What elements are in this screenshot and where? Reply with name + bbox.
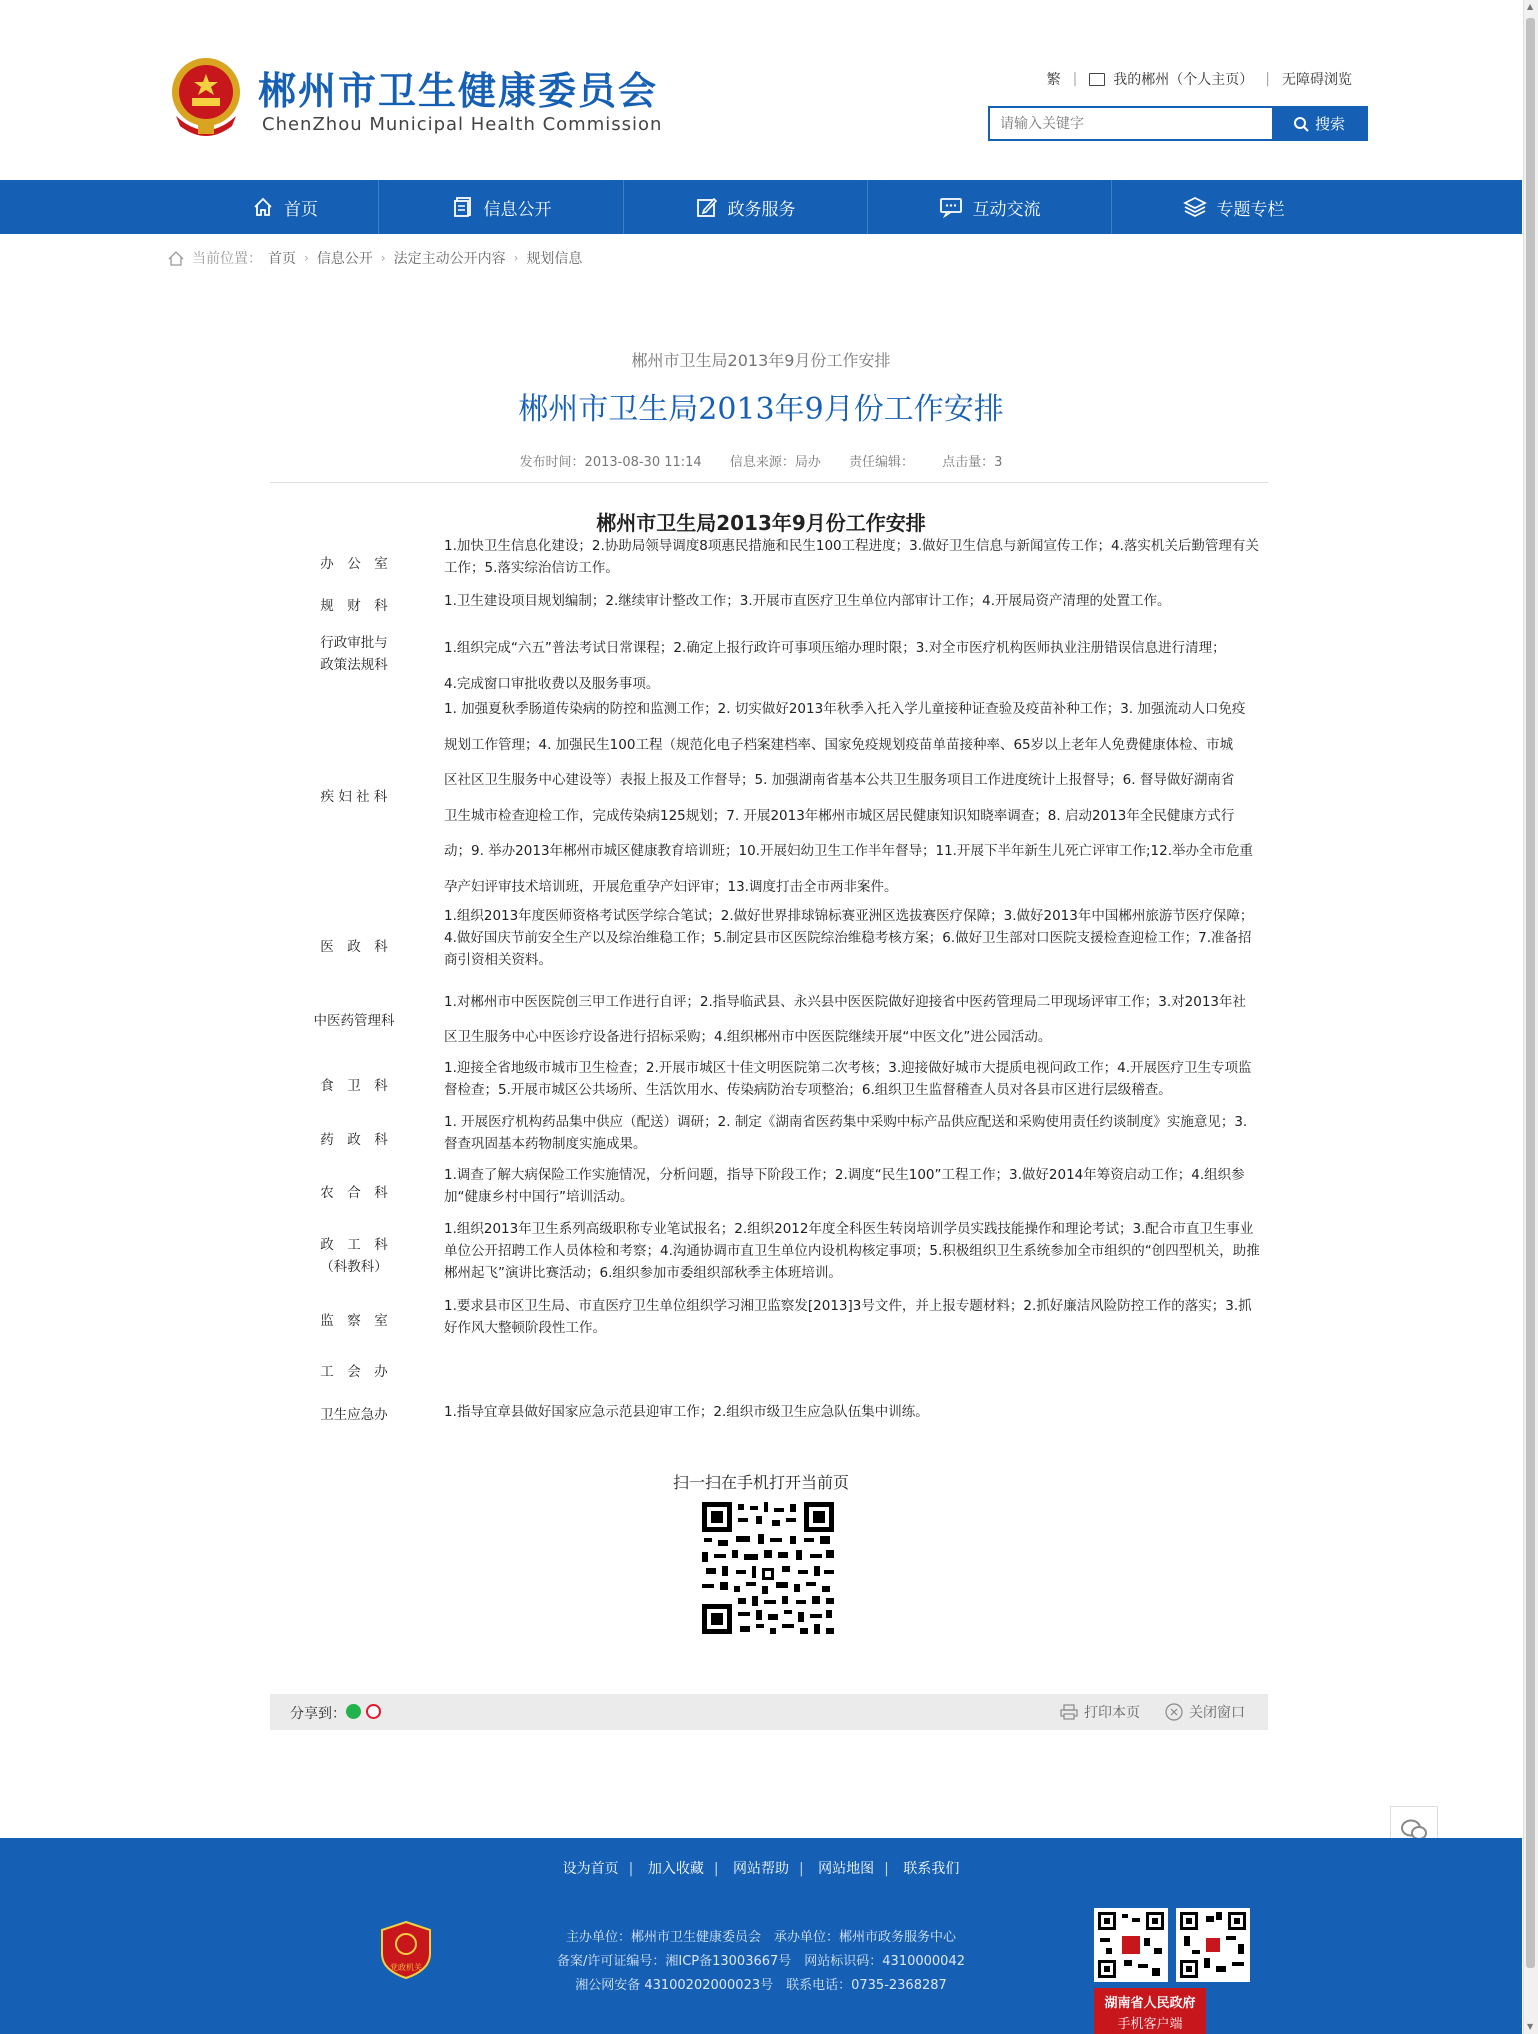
dept-name: 卫生应急办 (320, 1407, 388, 1423)
footer-police[interactable]: 湘公网安备 43100202000023号 联系电话：0735-2368287 (575, 1978, 947, 1993)
breadcrumb-planning-info[interactable]: 规划信息 (526, 251, 583, 267)
search-icon (1293, 116, 1309, 132)
nav-label-gov-services: 政务服务 (727, 199, 796, 220)
dept-tasks: 1.卫生建设项目规划编制；2.继续审计整改工作；3.开展市直医疗卫生单位内部审计工作；4.开展局资产清理的处置工作。 (444, 593, 1171, 609)
dept-name: 办 公 室 (320, 556, 388, 572)
dept-tasks-line2: 区卫生服务中心中医诊疗设备进行招标采购；4.组织郴州市中医医院继续开展“中医文化”进公园活动。 (444, 1029, 1052, 1045)
print-button[interactable] (1060, 1702, 1140, 1722)
breadcrumb: 当前位置： 首页 › 信息公开 › 法定主动公开内容 › 规划信息 (168, 248, 582, 268)
search-box (988, 106, 1368, 141)
site-footer (0, 1838, 1522, 2034)
dept-tasks-line1: 1.组织完成“六五”普法考试日常课程；2.确定上报行政许可事项压缩办理时限；3.对全市医疗机构医师执业注册错误信息进行清理； (444, 640, 1226, 656)
article-subtitle: 郴州市卫生局2013年9月份工作安排 (631, 351, 891, 370)
dept-tasks (444, 985, 1264, 1055)
nav-label-home: 首页 (284, 199, 318, 220)
dept-tasks-line: 区社区卫生服务中心建设等）表报上报及工作督导；5. 加强湖南省基本公共卫生服务项目工作进度统计上报督导；6. 督导做好湖南省 (444, 772, 1235, 788)
dept-name-line1: 政 工 科 (320, 1237, 388, 1253)
wechat-share-icon[interactable] (346, 1704, 361, 1719)
share-bar (270, 1694, 1268, 1730)
dept-tasks: 1.指导宜章县做好国家应急示范县迎审工作；2.组织市级卫生应急队伍集中训练。 (444, 1404, 929, 1420)
accessibility-link[interactable]: 无障碍浏览 (1282, 72, 1352, 88)
traditional-chinese-link[interactable]: 繁 (1046, 72, 1061, 88)
print-icon (1060, 1704, 1078, 1720)
nav-item-interaction[interactable] (868, 180, 1111, 234)
dept-tasks: 1.调查了解大病保险工作实施情况，分析问题，指导下阶段工作；2.调度“民生100”工程工作；3.做好2014年筹资启动工作；4.组织参加“健康乡村中国行”培训活动。 (444, 1167, 1245, 1205)
dept-tasks-line: 规划工作管理；4. 加强民生100工程（规范化电子档案建档率、国家免疫规划疫苗单苗接种率、65岁以上老年人免费健康体检、市城 (444, 736, 1234, 753)
qr-code-icon (702, 1502, 834, 1634)
footer-links: 设为首页 | 加入收藏 | 网站帮助 | 网站地图 | 联系我们 (562, 1861, 960, 1877)
nav-label-info-disclosure: 信息公开 (483, 199, 552, 220)
my-chenzhou-link[interactable]: 我的郴州（个人主页） (1113, 72, 1254, 88)
article-title: 郴州市卫生局2013年9月份工作安排 (518, 392, 1004, 427)
publish-time: 发布时间：2013-08-30 11:14 (519, 455, 702, 470)
main-nav (0, 180, 1522, 234)
footer-qr-code-icon (1176, 1908, 1250, 1982)
site-name-en: ChenZhou Municipal Health Commission (262, 114, 663, 135)
dept-tasks: 1.要求县市区卫生局、市直医疗卫生单位组织学习湘卫监察发[2013]3号文件，并上报专题材料；2.抓好廉洁风险防控工作的落实；3.抓好作风大整顿阶段性工作。 (444, 1298, 1252, 1336)
dept-name (290, 632, 418, 676)
nav-item-info-disclosure[interactable] (380, 180, 623, 234)
responsible-editor: 责任编辑： (849, 455, 915, 470)
badge-text: 党政机关 (390, 1963, 422, 1972)
hunan-gov-app-link[interactable] (1094, 1988, 1206, 2034)
qr-label: 扫一扫在手机打开当前页 (672, 1473, 849, 1492)
nav-item-home[interactable] (190, 180, 380, 234)
nav-label-special-topics: 专题专栏 (1216, 199, 1285, 220)
layers-icon (1183, 196, 1207, 218)
dept-name: 农 合 科 (320, 1185, 388, 1201)
dept-name: 医 政 科 (320, 939, 388, 955)
dept-tasks-line: 卫生城市检查迎检工作，完成传染病125规划；7. 开展2013年郴州市城区居民健康知识知晓率调查；8. 启动2013年全民健康方式行 (444, 807, 1235, 824)
dept-tasks: 1.迎接全省地级市城市卫生检查；2.开展市城区十佳文明医院第二次考核；3.迎接做好城市大提质电视问政工作；4.开展医疗卫生专项监督检查；5.开展市城区公共场所、生活饮用水、传染病防治专项整治；6.组织卫生监督稽查人员对各县市区进行层级稽查。 (444, 1060, 1252, 1098)
chat-icon (939, 196, 963, 218)
dept-tasks-line: 1. 加强夏秋季肠道传染病的防控和监测工作；2. 切实做好2013年秋季入托入学儿童接种证查验及疫苗补种工作；3. 加强流动人口免疫 (444, 701, 1246, 717)
top-links: 繁 | 我的郴州（个人主页） | 无障碍浏览 (1046, 71, 1352, 88)
breadcrumb-label: 当前位置： (192, 251, 262, 267)
dept-name: 药 政 科 (320, 1132, 388, 1148)
dept-name-line2: （科教科） (320, 1259, 388, 1275)
footer-qr-code-icon (1094, 1908, 1168, 1982)
home-icon (168, 251, 184, 266)
national-emblem-icon (168, 54, 244, 138)
site-header (0, 0, 1522, 180)
footer-sponsor: 主办单位：郴州市卫生健康委员会 承办单位：郴州市政务服务中心 (565, 1930, 956, 1945)
share-label: 分享到： (290, 1706, 346, 1722)
search-button[interactable] (1272, 108, 1366, 139)
close-window-label: 关闭窗口 (1189, 1705, 1245, 1721)
dept-tasks: 1. 开展医疗机构药品集中供应（配送）调研；2. 制定《湖南省医药集中采购中标产品供应配送和采购使用责任约谈制度》实施意见；3. 督查巩固基本药物制度实施成果。 (444, 1114, 1248, 1152)
breadcrumb-statutory-content[interactable]: 法定主动公开内容 (393, 251, 506, 267)
dept-tasks-line2: 4.完成窗口审批收费以及服务事项。 (444, 676, 660, 692)
footer-link-favorite[interactable]: 加入收藏 (647, 1861, 704, 1877)
dept-name: 规 财 科 (320, 598, 388, 614)
info-source: 信息来源：局办 (729, 455, 821, 470)
close-window-button[interactable] (1165, 1702, 1245, 1722)
scrollbar-thumb[interactable] (1526, 18, 1535, 1968)
search-input[interactable] (990, 108, 1272, 139)
dept-name: 中医药管理科 (313, 1013, 395, 1029)
breadcrumb-home[interactable]: 首页 (268, 251, 296, 267)
divider (270, 482, 1268, 483)
home-icon (252, 196, 274, 218)
dept-name: 疾 妇 社 科 (320, 789, 388, 805)
app-line1: 湖南省人民政府 (1104, 1996, 1196, 2011)
print-label: 打印本页 (1084, 1705, 1140, 1721)
close-icon (1165, 1703, 1183, 1721)
footer-link-contact[interactable]: 联系我们 (903, 1861, 960, 1877)
dept-tasks: 1.组织2013年度医师资格考试医学综合笔试；2.做好世界排球锦标赛亚洲区选拔赛医疗保障；3.做好2013年中国郴州旅游节医疗保障；4.做好国庆节前安全生产以及综治维稳工作；5.制定县市区医院综治维稳考核方案；6.做好卫生部对口医院支援检查迎检工作；7.准备招商引资相关资料。 (444, 908, 1254, 968)
dept-tasks-line: 动；9. 举办2013年郴州市城区健康教育培训班；10.开展妇幼卫生工作半年督导；11.开展下半年新生儿死亡评审工作;12.举办全市危重 (444, 843, 1253, 859)
footer-icp[interactable]: 备案/许可证编号：湘ICP备13003667号 网站标识码：4310000042 (556, 1954, 965, 1969)
dept-tasks-line1: 1.对郴州市中医医院创三甲工作进行自评；2.指导临武县、永兴县中医医院做好迎接省中医药管理局二甲现场评审工作；3.对2013年社 (444, 994, 1246, 1010)
document-title: 郴州市卫生局2013年9月份工作安排 (596, 511, 926, 535)
scroll-up-arrow[interactable]: ▲ (1527, 2, 1534, 11)
click-count: 点击量：3 (942, 455, 1003, 470)
dept-name-line2: 政策法规科 (320, 657, 388, 673)
site-name[interactable]: 郴州市卫生健康委员会 (258, 69, 659, 113)
dept-name: 监 察 室 (320, 1313, 388, 1329)
dept-tasks: 1.加快卫生信息化建设；2.协助局领导调度8项惠民措施和民生100工程进度；3.做好卫生信息与新闻宣传工作；4.落实机关后勤管理有关工作；5.落实综治信访工作。 (444, 538, 1259, 576)
dept-tasks: 1.组织2013年卫生系列高级职称专业笔试报名；2.组织2012年度全科医生转岗培训学员实践技能操作和理论考试；3.配合市直卫生事业单位公开招聘工作人员体检和考察；4.沟通协调市直卫生单位内设机构核定事项；5.积极组织卫生系统参加全市组织的“创四型机关，助推郴州起飞”演讲比赛活动；6.组织参加市委组织部秋季主体班培训。 (444, 1221, 1260, 1281)
dept-name: 工 会 办 (320, 1364, 388, 1380)
nav-item-gov-services[interactable] (624, 180, 867, 234)
app-line2: 手机客户端 (1117, 2017, 1183, 2032)
weibo-share-icon[interactable] (366, 1704, 381, 1719)
search-button-label: 搜索 (1314, 115, 1345, 133)
breadcrumb-info-disclosure[interactable]: 信息公开 (316, 251, 373, 267)
dept-tasks-line: 孕产妇评审技术培训班，开展危重孕产妇评审；13.调度打击全市两非案件。 (444, 878, 898, 895)
page-scrollbar[interactable] (1523, 0, 1538, 2034)
dept-name: 食 卫 科 (320, 1078, 388, 1094)
article-meta (0, 451, 1522, 470)
dept-tasks (444, 692, 1264, 905)
dept-name-line1: 行政审批与 (320, 635, 388, 651)
nav-label-interaction: 互动交流 (972, 199, 1041, 220)
dept-name (290, 1234, 418, 1278)
nav-item-special-topics[interactable] (1112, 180, 1355, 234)
footer-link-help[interactable]: 网站帮助 (733, 1861, 789, 1877)
scroll-down-arrow[interactable]: ▼ (1527, 2022, 1534, 2031)
edit-icon (696, 196, 718, 218)
footer-link-sitemap[interactable]: 网站地图 (818, 1861, 875, 1877)
footer-link-set-home[interactable]: 设为首页 (562, 1861, 619, 1877)
document-icon (452, 196, 474, 218)
monitor-icon (1089, 73, 1105, 86)
